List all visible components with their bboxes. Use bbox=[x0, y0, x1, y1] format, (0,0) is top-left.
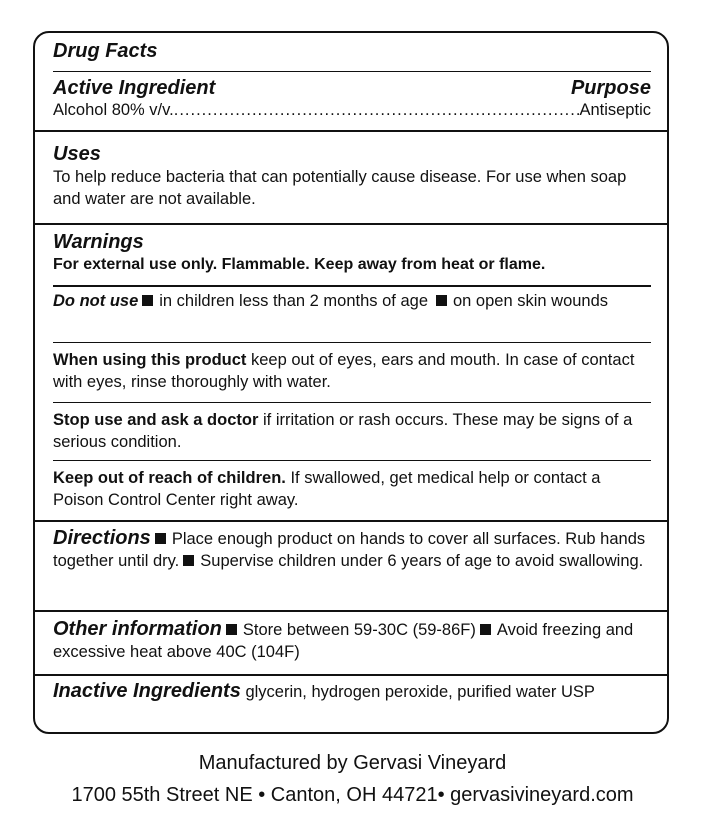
active-ingredient-name: Alcohol 80% v/v. bbox=[53, 101, 174, 119]
uses-section bbox=[53, 143, 651, 210]
active-ingredient-purpose: Antiseptic bbox=[579, 101, 651, 119]
stop-use-text: if irritation or rash occurs. These may be signs of a serious condition. bbox=[53, 411, 633, 451]
directions-section bbox=[53, 527, 651, 572]
do-not-use-block bbox=[53, 290, 651, 312]
bullet-square-icon bbox=[226, 624, 237, 635]
inactive-ingredients-heading: Inactive Ingredients bbox=[53, 680, 241, 702]
other-information-section bbox=[53, 618, 651, 663]
when-using-block bbox=[53, 349, 651, 393]
stop-use-label: Stop use and ask a doctor bbox=[53, 411, 259, 429]
warnings-external: For external use only. Flammable. Keep away from heat or flame. bbox=[53, 256, 546, 273]
warnings-section bbox=[53, 231, 651, 276]
do-not-use-item-2: on open skin wounds bbox=[453, 292, 609, 310]
warnings-divider bbox=[53, 342, 651, 343]
manufacturer-address: 1700 55th Street NE • Canton, OH 44721• gervasivineyard.com bbox=[71, 784, 634, 806]
directions-heading: Directions bbox=[53, 527, 151, 549]
warnings-divider bbox=[53, 285, 651, 287]
drug-facts-title: Drug Facts bbox=[53, 40, 158, 62]
warnings-heading: Warnings bbox=[53, 231, 144, 253]
other-information-item-1: Store between 59-30C (59-86F) bbox=[242, 621, 476, 639]
do-not-use-label: Do not use bbox=[53, 292, 139, 310]
inactive-ingredients-text: glycerin, hydrogen peroxide, purified water USP bbox=[245, 683, 595, 701]
active-ingredient-heading: Active Ingredient bbox=[53, 77, 216, 99]
inactive-ingredients-section bbox=[53, 680, 651, 703]
when-using-text: keep out of eyes, ears and mouth. In case of contact with eyes, rinse thoroughly with water. bbox=[53, 351, 635, 391]
other-information-item-2: Avoid freezing and excessive heat above 40C (104F) bbox=[53, 621, 634, 661]
keep-out-label: Keep out of reach of children. bbox=[53, 469, 286, 487]
section-divider-inactive bbox=[35, 674, 667, 676]
do-not-use-item-1: in children less than 2 months of age bbox=[159, 292, 428, 310]
leader-dots bbox=[174, 101, 580, 120]
uses-text: To help reduce bacteria that can potentially cause disease. For use when soap and water are not available. bbox=[53, 168, 627, 208]
keep-out-block bbox=[53, 467, 651, 511]
directions-item-1: Place enough product on hands to cover all surfaces. Rub hands together until dry. bbox=[53, 530, 646, 570]
active-ingredient-section bbox=[53, 77, 651, 120]
other-information-heading: Other information bbox=[53, 618, 222, 640]
section-divider-uses bbox=[35, 130, 667, 132]
purpose-heading: Purpose bbox=[570, 77, 651, 99]
bullet-square-icon bbox=[183, 555, 194, 566]
when-using-label: When using this product bbox=[53, 351, 247, 369]
bullet-square-icon bbox=[155, 533, 166, 544]
bullet-square-icon bbox=[480, 624, 491, 635]
stop-use-block bbox=[53, 409, 651, 453]
directions-item-2: Supervise children under 6 years of age to avoid swallowing. bbox=[200, 552, 644, 570]
section-divider-other bbox=[35, 610, 667, 612]
bullet-square-icon bbox=[436, 295, 447, 306]
uses-heading: Uses bbox=[53, 143, 101, 165]
section-divider-warnings bbox=[35, 223, 667, 225]
warnings-divider bbox=[53, 402, 651, 403]
manufacturer-line: Manufactured by Gervasi Vineyard bbox=[198, 752, 507, 774]
warnings-divider bbox=[53, 460, 651, 461]
bullet-square-icon bbox=[142, 295, 153, 306]
drug-facts-panel bbox=[33, 31, 669, 734]
section-divider-directions bbox=[35, 520, 667, 522]
title-divider bbox=[53, 71, 651, 72]
keep-out-text: If swallowed, get medical help or contact a Poison Control Center right away. bbox=[53, 469, 601, 509]
